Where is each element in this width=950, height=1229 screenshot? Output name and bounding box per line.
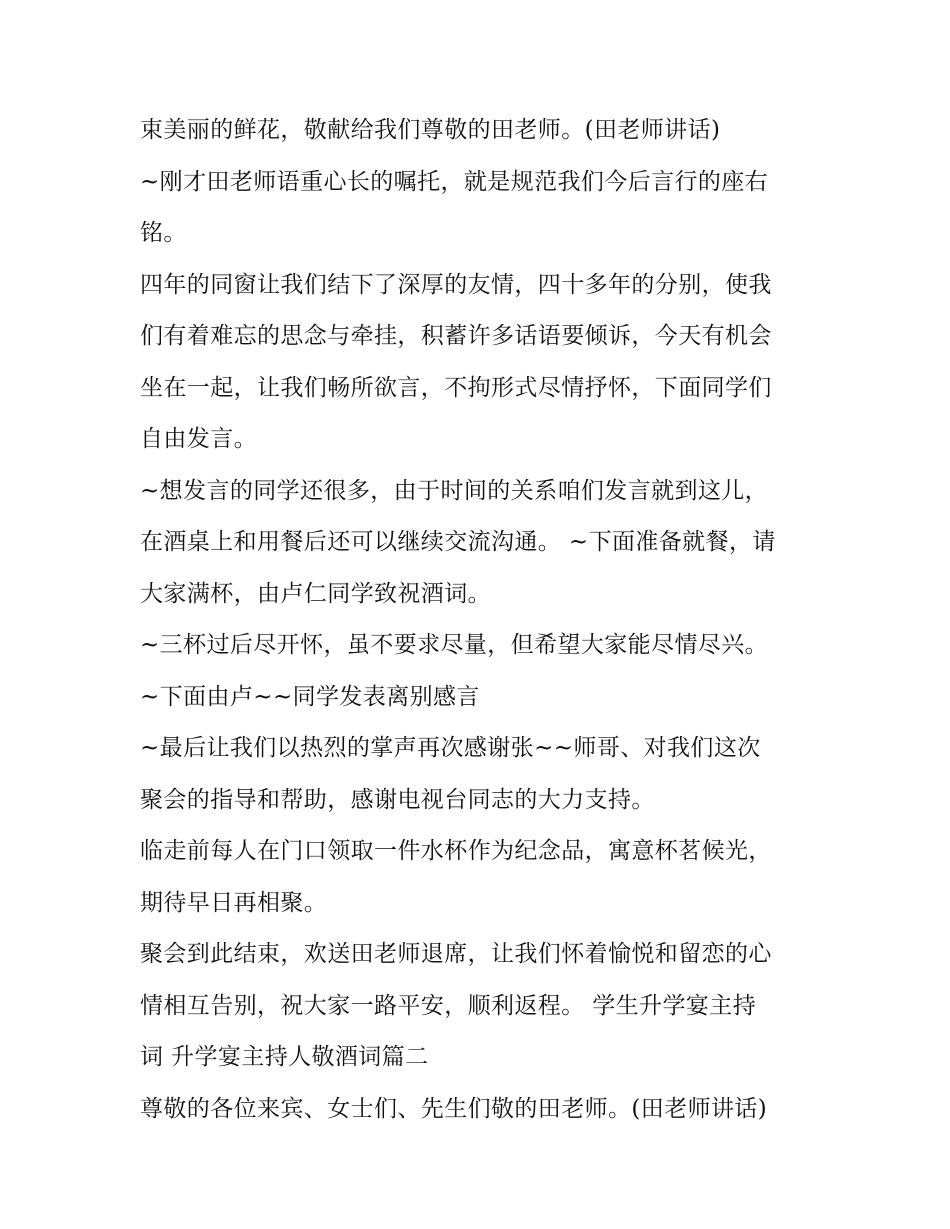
text-line: 聚会的指导和帮助，感谢电视台同志的大力支持。 — [140, 786, 655, 813]
text-line: 们有着难忘的思念与牵挂，积蓄许多话语要倾诉，今天有机会 — [140, 323, 772, 349]
text-line: ~刚才田老师语重心长的嘱托，就是规范我们今后言行的座右 — [140, 168, 769, 195]
text-line: 聚会到此结束，欢送田老师退席，让我们怀着愉悦和留恋的心 — [140, 941, 772, 967]
document-body — [140, 105, 820, 1135]
text-line: ~最后让我们以热烈的掌声再次感谢张~~师哥、对我们这次 — [140, 735, 761, 761]
text-line: 大家满杯，由卢仁同学致祝酒词。 — [140, 580, 491, 607]
text-line: 坐在一起，让我们畅所欲言，不拘形式尽情抒怀，下面同学们 — [140, 374, 772, 401]
text-line: 情相互告别，祝大家一路平安，顺利返程。 学生升学宴主持 — [140, 992, 757, 1019]
text-line: 在酒桌上和用餐后还可以继续交流沟通。 ~下面准备就餐，请 — [140, 529, 776, 555]
text-line: 期待早日再相聚。 — [140, 889, 328, 916]
text-line: 尊敬的各位来宾、女士们、先生们敬的田老师。(田老师讲话) — [140, 1095, 768, 1122]
text-line: ~三杯过后尽开怀，虽不要求尽量，但希望大家能尽情尽兴。 — [140, 632, 769, 658]
text-line: ~下面由卢~~同学发表离别感言 — [140, 683, 480, 710]
text-line: 词 升学宴主持人敬酒词篇二 — [140, 1044, 429, 1070]
text-line: 自由发言。 — [140, 426, 257, 452]
text-line: 束美丽的鲜花，敬献给我们尊敬的田老师。(田老师讲话) — [140, 117, 721, 143]
text-line: 铭。 — [140, 220, 187, 246]
text-line: 临走前每人在门口领取一件水杯作为纪念品，寓意杯茗候光， — [140, 838, 772, 864]
text-line: 四年的同窗让我们结下了深厚的友情，四十多年的分别，使我 — [140, 271, 772, 298]
text-line: ~想发言的同学还很多，由于时间的关系咱们发言就到这儿， — [140, 477, 769, 504]
